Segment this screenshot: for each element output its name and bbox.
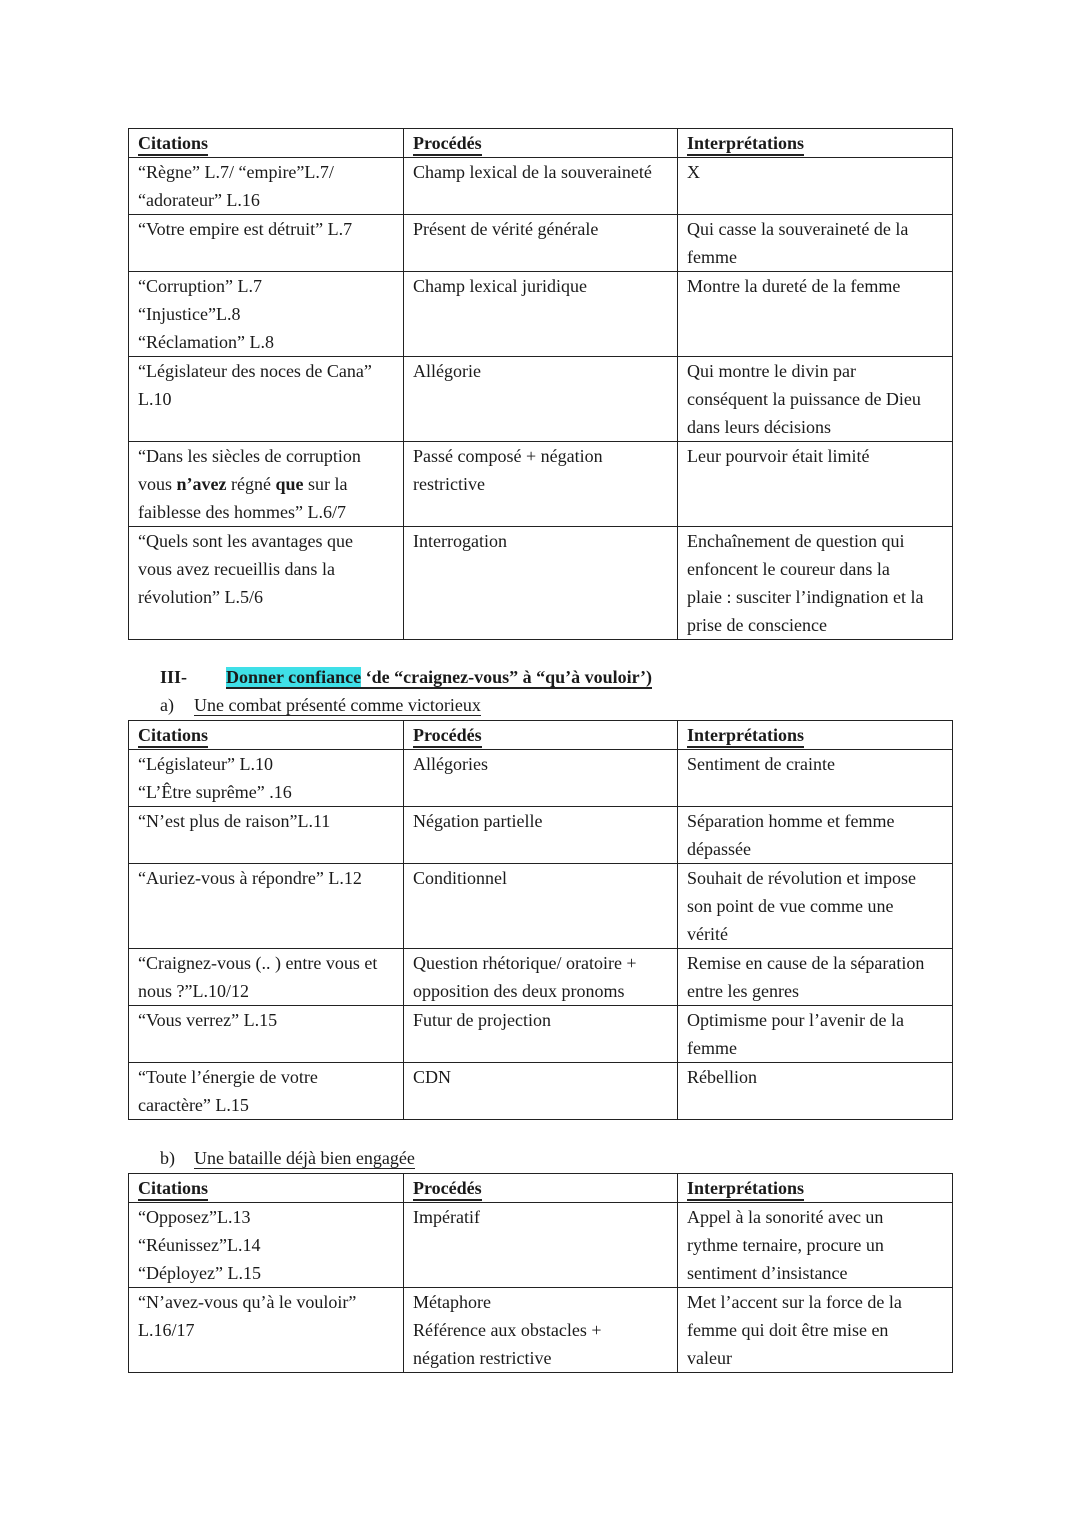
- cell-line: Optimisme pour l’avenir de la: [687, 1010, 904, 1030]
- column-header-label: Procédés: [413, 724, 482, 748]
- column-header-label: Citations: [138, 724, 208, 748]
- table-row: [129, 949, 953, 1006]
- cell-line: L.16/17: [138, 1320, 195, 1340]
- section-heading-3: [160, 664, 652, 690]
- cell-line: sentiment d’insistance: [687, 1263, 848, 1283]
- cell-line: Allégorie: [413, 361, 481, 381]
- interpretation-cell: [678, 1288, 953, 1373]
- cell-line: conséquent la puissance de Dieu: [687, 389, 921, 409]
- cell-line: dans leurs décisions: [687, 417, 831, 437]
- cell-line: Enchaînement de question qui: [687, 531, 905, 551]
- cell-line: Appel à la sonorité avec un: [687, 1207, 884, 1227]
- column-header-label: Interprétations: [687, 1177, 804, 1201]
- subsection-b-label: b): [160, 1148, 175, 1168]
- cell-line: “Réclamation” L.8: [138, 332, 274, 352]
- citation-cell: [129, 864, 404, 949]
- subsection-a: [160, 692, 481, 718]
- column-header: [678, 721, 953, 750]
- cell-line: “N’est plus de raison”L.11: [138, 811, 331, 831]
- section-title-highlight: Donner confiance: [226, 667, 362, 687]
- table-row: [129, 527, 953, 640]
- table-row: [129, 158, 953, 215]
- table-row: [129, 272, 953, 357]
- citation-cell: [129, 750, 404, 807]
- citation-cell: [129, 807, 404, 864]
- interpretation-cell: [678, 1063, 953, 1120]
- cell-line: “Règne” L.7/ “empire”L.7/: [138, 162, 334, 182]
- cell-line: “Déployez” L.15: [138, 1263, 261, 1283]
- cell-line: négation restrictive: [413, 1348, 552, 1368]
- cell-line: Interrogation: [413, 531, 507, 551]
- column-header: [129, 721, 404, 750]
- citation-cell: [129, 1006, 404, 1063]
- interpretation-cell: [678, 750, 953, 807]
- cell-line: révolution” L.5/6: [138, 587, 263, 607]
- table-row: [129, 357, 953, 442]
- cell-line: Impératif: [413, 1207, 480, 1227]
- cell-line: Question rhétorique/ oratoire +: [413, 953, 637, 973]
- cell-line: Qui casse la souveraineté de la: [687, 219, 909, 239]
- cell-line: vérité: [687, 924, 728, 944]
- subsection-a-label: a): [160, 695, 174, 715]
- cell-line: Rébellion: [687, 1067, 757, 1087]
- citation-cell: [129, 1203, 404, 1288]
- cell-line: Négation partielle: [413, 811, 543, 831]
- cell-line: Leur pourvoir était limité: [687, 446, 870, 466]
- cell-line: “Votre empire est détruit” L.7: [138, 219, 353, 239]
- cell-line: femme qui doit être mise en: [687, 1320, 889, 1340]
- cell-line: “Injustice”L.8: [138, 304, 241, 324]
- interpretation-cell: [678, 807, 953, 864]
- cell-line: Référence aux obstacles +: [413, 1320, 602, 1340]
- procede-cell: [404, 750, 678, 807]
- interpretation-cell: [678, 1203, 953, 1288]
- table-row: [129, 1063, 953, 1120]
- column-header: [678, 129, 953, 158]
- cell-line: L.10: [138, 389, 172, 409]
- analysis-table-2: [128, 720, 953, 1120]
- column-header-label: Interprétations: [687, 132, 804, 156]
- column-header: [404, 1174, 678, 1203]
- cell-line: “Toute l’énergie de votre: [138, 1067, 318, 1087]
- header-row: [129, 129, 953, 158]
- procede-cell: [404, 1288, 678, 1373]
- cell-line: “Dans les siècles de corruption: [138, 446, 361, 466]
- table-row: [129, 864, 953, 949]
- cell-line: “Législateur” L.10: [138, 754, 273, 774]
- interpretation-cell: [678, 864, 953, 949]
- cell-line: valeur: [687, 1348, 732, 1368]
- column-header: [404, 721, 678, 750]
- interpretation-cell: [678, 357, 953, 442]
- cell-line: opposition des deux pronoms: [413, 981, 625, 1001]
- citation-cell: [129, 158, 404, 215]
- procede-cell: [404, 357, 678, 442]
- interpretation-cell: [678, 949, 953, 1006]
- column-header-label: Interprétations: [687, 724, 804, 748]
- table-row: [129, 1203, 953, 1288]
- cell-line: enfoncent le coureur dans la: [687, 559, 890, 579]
- column-header-label: Procédés: [413, 132, 482, 156]
- citation-cell: [129, 442, 404, 527]
- cell-line: “Craignez-vous (.. ) entre vous et: [138, 953, 378, 973]
- interpretation-cell: [678, 158, 953, 215]
- citation-cell: [129, 357, 404, 442]
- interpretation-cell: [678, 272, 953, 357]
- header-row: [129, 721, 953, 750]
- interpretation-cell: [678, 442, 953, 527]
- cell-line: CDN: [413, 1067, 452, 1087]
- citation-cell: [129, 1063, 404, 1120]
- cell-line: Futur de projection: [413, 1010, 551, 1030]
- cell-line: Métaphore: [413, 1292, 491, 1312]
- section-title-rest: ‘de “craignez-vous” à “qu’à vouloir’): [361, 667, 652, 687]
- subsection-a-title: Une combat présenté comme victorieux: [194, 695, 481, 715]
- table-row: [129, 215, 953, 272]
- table-row: [129, 807, 953, 864]
- cell-line: “Quels sont les avantages que: [138, 531, 353, 551]
- cell-line: restrictive: [413, 474, 485, 494]
- citation-cell: [129, 1288, 404, 1373]
- cell-line: vous avez recueillis dans la: [138, 559, 335, 579]
- cell-line: “Auriez-vous à répondre” L.12: [138, 868, 362, 888]
- cell-line: faiblesse des hommes” L.6/7: [138, 502, 346, 522]
- cell-line: Allégories: [413, 754, 488, 774]
- cell-line: Présent de vérité générale: [413, 219, 599, 239]
- cell-line: “adorateur” L.16: [138, 190, 260, 210]
- cell-line: Champ lexical juridique: [413, 276, 587, 296]
- procede-cell: [404, 864, 678, 949]
- section-number: III-: [160, 667, 188, 687]
- subsection-b: [160, 1145, 415, 1171]
- cell-line: rythme ternaire, procure un: [687, 1235, 884, 1255]
- column-header: [129, 1174, 404, 1203]
- cell-line: Passé composé + négation: [413, 446, 603, 466]
- cell-line: caractère” L.15: [138, 1095, 249, 1115]
- citation-cell: [129, 272, 404, 357]
- citation-cell: [129, 527, 404, 640]
- procede-cell: [404, 215, 678, 272]
- procede-cell: [404, 1006, 678, 1063]
- cell-line: nous ?”L.10/12: [138, 981, 249, 1001]
- cell-line: vous n’avez régné que sur la: [138, 474, 348, 494]
- cell-line: “Législateur des noces de Cana”: [138, 361, 372, 381]
- cell-line: entre les genres: [687, 981, 799, 1001]
- procede-cell: [404, 158, 678, 215]
- table-row: [129, 750, 953, 807]
- cell-line: X: [687, 162, 700, 182]
- cell-line: Séparation homme et femme: [687, 811, 895, 831]
- cell-line: Remise en cause de la séparation: [687, 953, 925, 973]
- cell-line: “Vous verrez” L.15: [138, 1010, 278, 1030]
- cell-line: Sentiment de crainte: [687, 754, 835, 774]
- table-row: [129, 442, 953, 527]
- column-header: [129, 129, 404, 158]
- cell-line: femme: [687, 1038, 737, 1058]
- procede-cell: [404, 527, 678, 640]
- procede-cell: [404, 807, 678, 864]
- column-header: [404, 129, 678, 158]
- cell-line: Champ lexical de la souveraineté: [413, 162, 652, 182]
- citation-cell: [129, 215, 404, 272]
- cell-line: Qui montre le divin par: [687, 361, 856, 381]
- cell-line: Conditionnel: [413, 868, 507, 888]
- column-header: [678, 1174, 953, 1203]
- table-row: [129, 1288, 953, 1373]
- citation-cell: [129, 949, 404, 1006]
- procede-cell: [404, 1203, 678, 1288]
- cell-line: Souhait de révolution et impose: [687, 868, 916, 888]
- table-row: [129, 1006, 953, 1063]
- cell-line: Met l’accent sur la force de la: [687, 1292, 902, 1312]
- cell-line: “N’avez-vous qu’à le vouloir”: [138, 1292, 357, 1312]
- header-row: [129, 1174, 953, 1203]
- analysis-table-1: [128, 128, 953, 640]
- procede-cell: [404, 949, 678, 1006]
- interpretation-cell: [678, 1006, 953, 1063]
- cell-line: “Réunissez”L.14: [138, 1235, 261, 1255]
- procede-cell: [404, 272, 678, 357]
- column-header-label: Citations: [138, 1177, 208, 1201]
- interpretation-cell: [678, 215, 953, 272]
- column-header-label: Procédés: [413, 1177, 482, 1201]
- interpretation-cell: [678, 527, 953, 640]
- analysis-table-3: [128, 1173, 953, 1373]
- cell-line: Montre la dureté de la femme: [687, 276, 901, 296]
- cell-line: “L’Être suprême” .16: [138, 782, 292, 802]
- cell-line: femme: [687, 247, 737, 267]
- procede-cell: [404, 1063, 678, 1120]
- subsection-b-title: Une bataille déjà bien engagée: [194, 1148, 415, 1168]
- column-header-label: Citations: [138, 132, 208, 156]
- cell-line: son point de vue comme une: [687, 896, 894, 916]
- cell-line: dépassée: [687, 839, 751, 859]
- cell-line: “Opposez”L.13: [138, 1207, 251, 1227]
- cell-line: plaie : susciter l’indignation et la: [687, 587, 924, 607]
- procede-cell: [404, 442, 678, 527]
- cell-line: “Corruption” L.7: [138, 276, 262, 296]
- cell-line: prise de conscience: [687, 615, 827, 635]
